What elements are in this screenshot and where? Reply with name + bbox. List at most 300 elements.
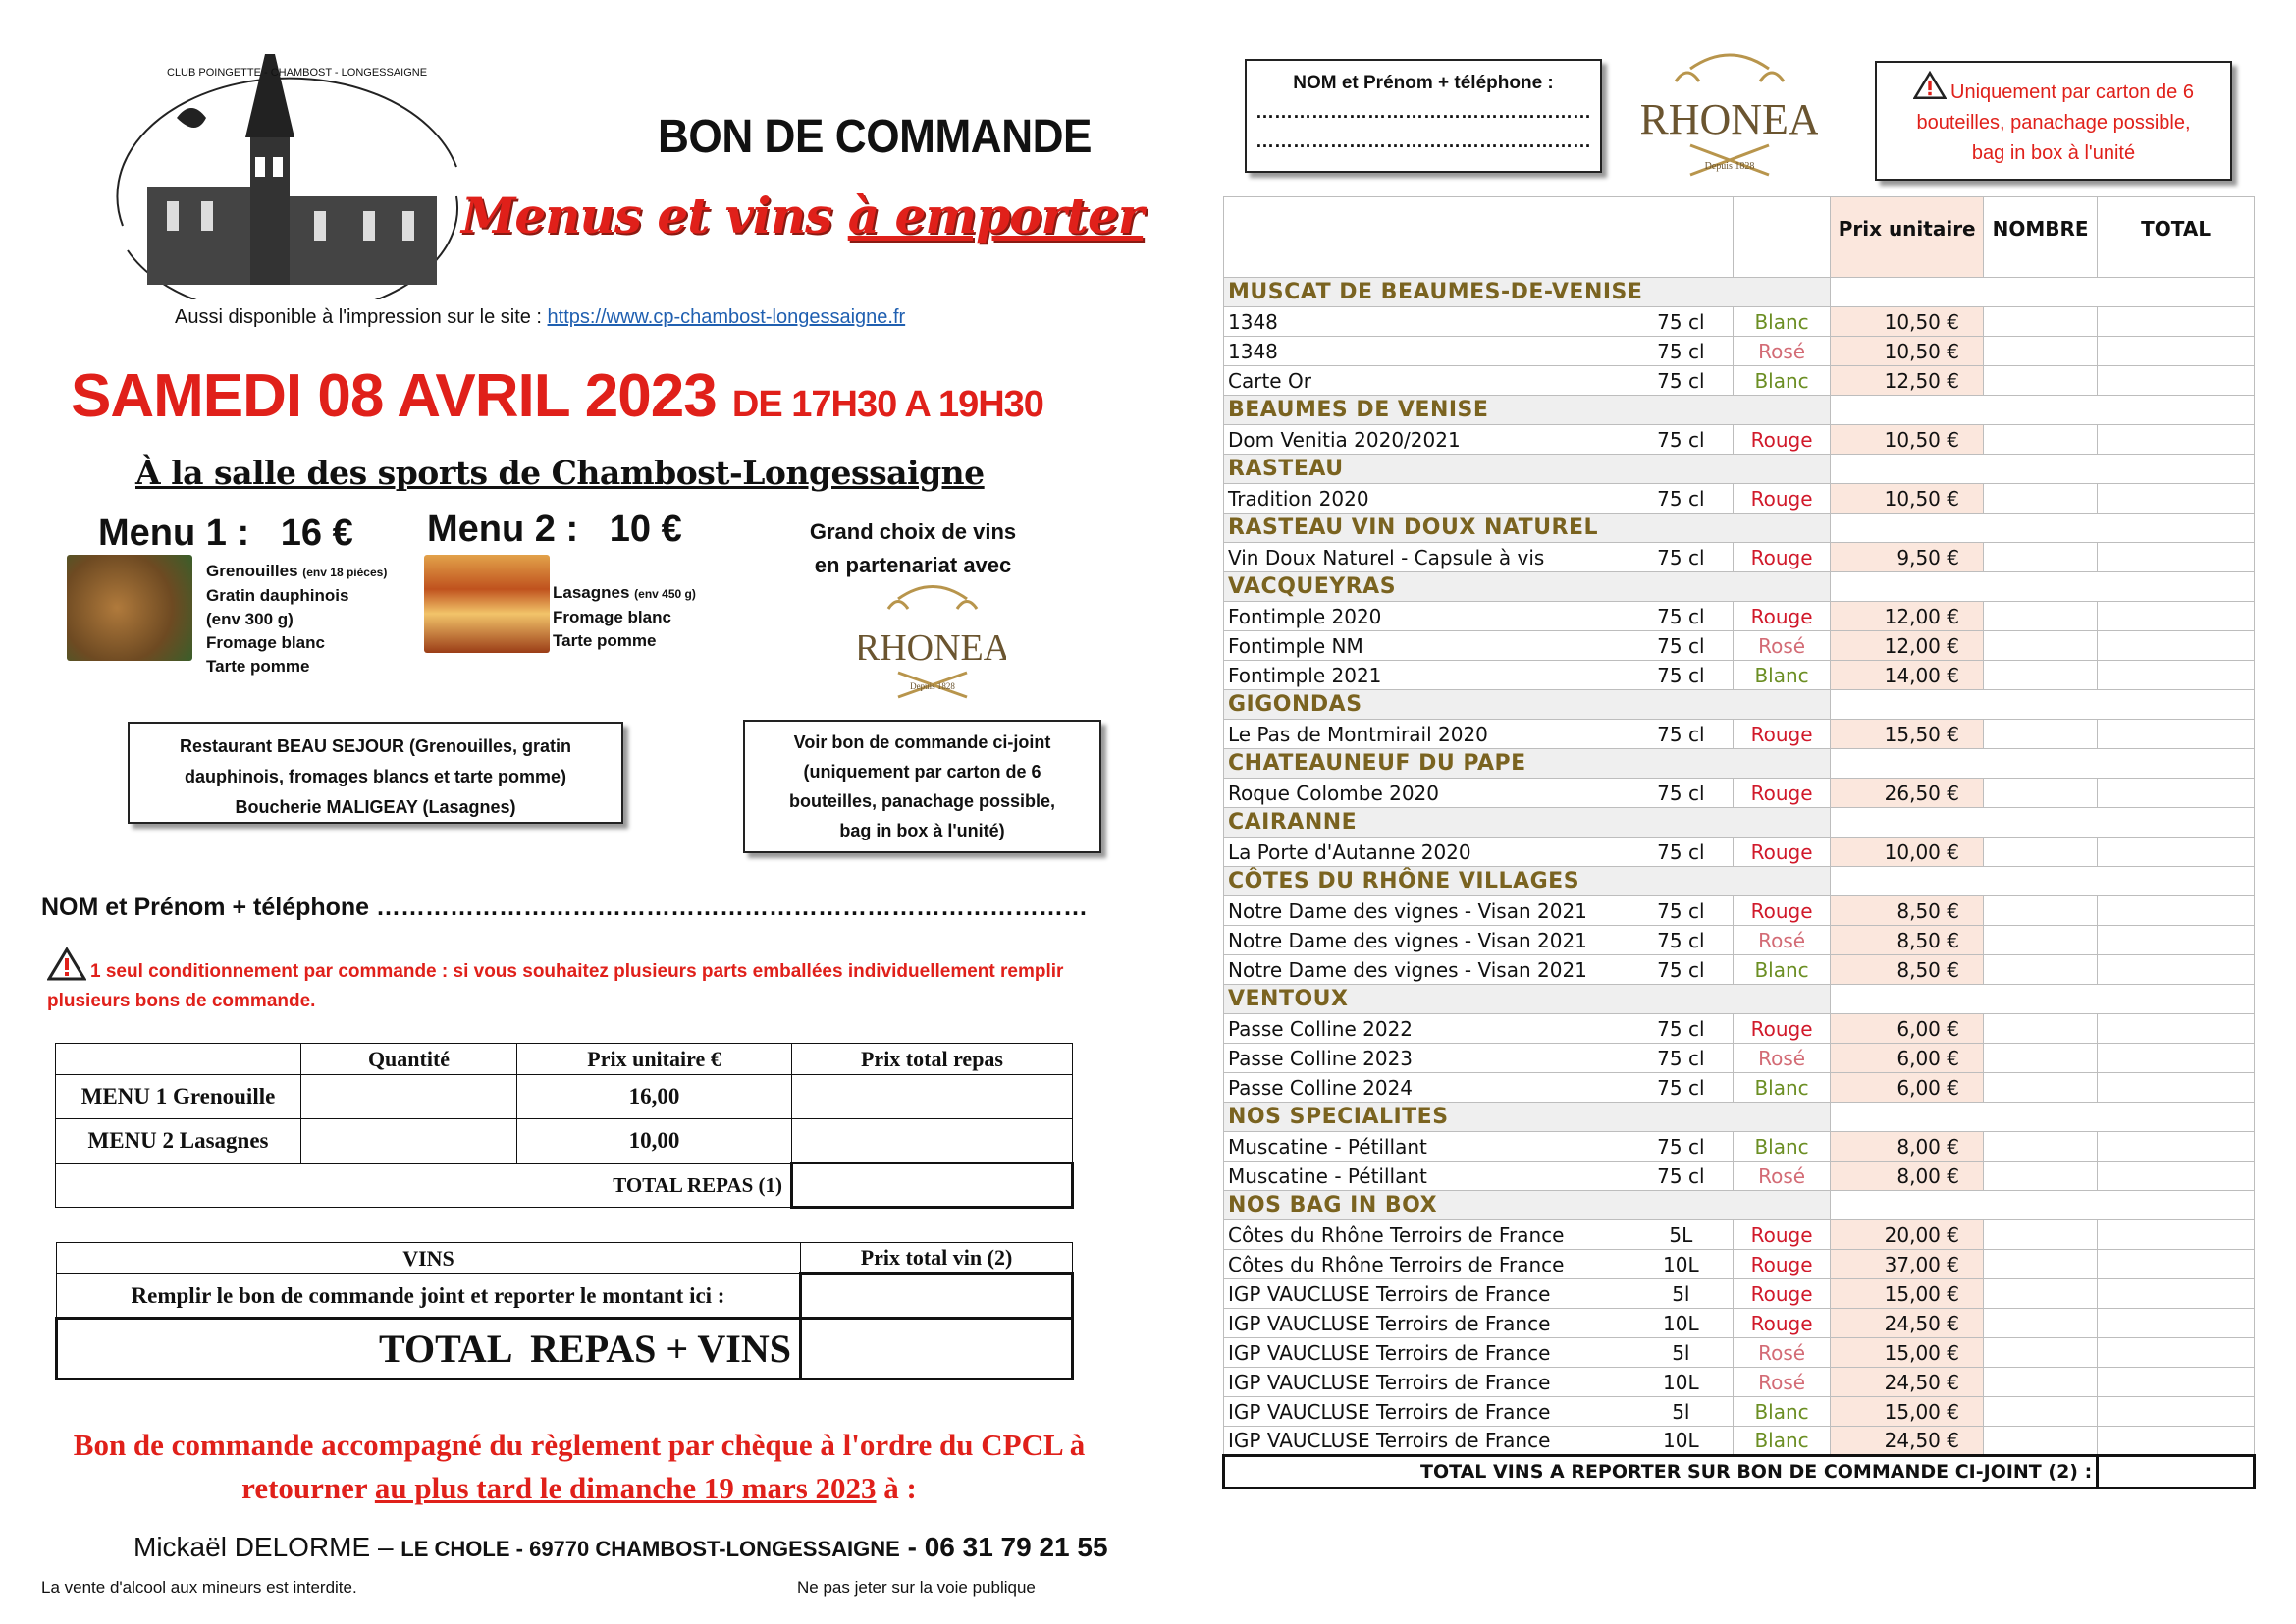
wine-row: [1224, 1162, 2255, 1191]
wine-category-row: [1224, 396, 2255, 425]
partner-text: [805, 515, 1021, 582]
wine-row: [1224, 720, 2255, 749]
wine-name: Roque Colombe 2020: [1224, 779, 1629, 808]
rhonea-since: Depuis 1828: [1704, 161, 1755, 172]
subtitle-part-b: à emporter: [847, 187, 1144, 244]
contact-phone: - 06 31 79 21 55: [899, 1532, 1108, 1562]
rhonea-since: Depuis 1828: [910, 681, 955, 691]
wine-volume: 75 cl: [1629, 366, 1733, 396]
wine-quantity-input[interactable]: [1983, 366, 2097, 396]
wine-quantity-input[interactable]: [1983, 1309, 2097, 1338]
wine-category-label: MUSCAT DE BEAUMES-DE-VENISE: [1224, 278, 1831, 307]
menu1-title: Menu 1 : 16 €: [98, 513, 353, 554]
wine-quantity-input[interactable]: [1983, 631, 2097, 661]
header-empty: [1733, 197, 1831, 278]
contact-address: LE CHOLE -: [400, 1537, 530, 1561]
wine-row: [1224, 1044, 2255, 1073]
wine-volume: 75 cl: [1629, 838, 1733, 867]
wine-quantity-input[interactable]: [1983, 720, 2097, 749]
name-dotted-line: ………………………………………………: [1255, 102, 1591, 123]
wine-row: [1224, 1427, 2255, 1456]
wine-total-cell[interactable]: [2098, 631, 2255, 661]
wine-name: Muscatine - Pétillant: [1224, 1162, 1629, 1191]
wine-quantity-input[interactable]: [1983, 926, 2097, 955]
wine-quantity-input[interactable]: [1983, 1397, 2097, 1427]
wine-total-cell[interactable]: [2098, 1073, 2255, 1103]
wine-volume: 75 cl: [1629, 1073, 1733, 1103]
wine-total-cell[interactable]: [2098, 838, 2255, 867]
menu2-qty-note: (env 450 g): [634, 587, 696, 601]
wine-color: Rosé: [1733, 337, 1831, 366]
wine-color: Rosé: [1733, 1338, 1831, 1368]
wine-category-row: [1224, 455, 2255, 484]
wine-row: [1224, 1397, 2255, 1427]
wine-volume: 75 cl: [1629, 1132, 1733, 1162]
wine-unit-price: 15,00 €: [1831, 1279, 1984, 1309]
wine-total-cell[interactable]: [2098, 1250, 2255, 1279]
wine-quantity-input[interactable]: [1983, 955, 2097, 985]
col-header-prix-unitaire: Prix unitaire €: [517, 1044, 792, 1075]
wine-volume: 75 cl: [1629, 631, 1733, 661]
header-empty: [1224, 197, 1629, 278]
wine-unit-price: 8,50 €: [1831, 896, 1984, 926]
col-header-prix-total-vin: Prix total vin (2): [801, 1243, 1073, 1274]
return-line-2: [49, 1467, 1109, 1510]
menu2-unit-price: 10,00: [517, 1119, 792, 1164]
wine-row: [1224, 1309, 2255, 1338]
category-spacer: [1831, 867, 2255, 896]
category-spacer: [1831, 1103, 2255, 1132]
wine-color: Rouge: [1733, 484, 1831, 514]
suppliers-line: dauphinois, fromages blancs et tarte pomme): [184, 767, 567, 786]
wine-color: Rouge: [1733, 779, 1831, 808]
wine-unit-price: 15,00 €: [1831, 1338, 1984, 1368]
wine-unit-price: 8,00 €: [1831, 1132, 1984, 1162]
wine-category-label: NOS SPECIALITES: [1224, 1103, 1831, 1132]
wine-color: Rouge: [1733, 1014, 1831, 1044]
table-row: [56, 1075, 1073, 1119]
wine-row: [1224, 1073, 2255, 1103]
event-hours: DE 17H30 A 19H30: [731, 384, 1043, 425]
wine-color: Blanc: [1733, 1073, 1831, 1103]
wine-row: [1224, 896, 2255, 926]
wine-total-cell[interactable]: [2098, 1132, 2255, 1162]
wine-unit-price: 15,00 €: [1831, 1397, 1984, 1427]
wine-category-row: [1224, 572, 2255, 602]
wine-category-row: [1224, 514, 2255, 543]
category-spacer: [1831, 514, 2255, 543]
table-row: [56, 1119, 1073, 1164]
wine-name: Muscatine - Pétillant: [1224, 1132, 1629, 1162]
wine-category-label: CÔTES DU RHÔNE VILLAGES: [1224, 867, 1831, 896]
wine-quantity-input[interactable]: [1983, 1368, 2097, 1397]
wine-category-label: GIGONDAS: [1224, 690, 1831, 720]
wine-color: Rouge: [1733, 896, 1831, 926]
total-repas-input[interactable]: [792, 1164, 1073, 1208]
total-repas-label: TOTAL REPAS (1): [56, 1164, 792, 1208]
wine-color: Rouge: [1733, 1250, 1831, 1279]
menu1-item: Fromage blanc: [206, 633, 325, 652]
wine-row: [1224, 779, 2255, 808]
col-header-quantite: Quantité: [301, 1044, 517, 1075]
menu1-total-input[interactable]: [792, 1075, 1073, 1119]
wine-volume: 5l: [1629, 1279, 1733, 1309]
wine-color: Rosé: [1733, 1162, 1831, 1191]
wine-unit-price: 12,00 €: [1831, 631, 1984, 661]
wine-unit-price: 24,50 €: [1831, 1427, 1984, 1456]
wine-quantity-input[interactable]: [1983, 896, 2097, 926]
warn-text: bouteilles, panachage possible,: [1916, 112, 2191, 134]
footer-litter-notice: Ne pas jeter sur la voie publique: [797, 1578, 1036, 1597]
menu1-row-label: MENU 1 Grenouille: [56, 1075, 301, 1119]
wine-name: IGP VAUCLUSE Terroirs de France: [1224, 1338, 1629, 1368]
wine-total-cell[interactable]: [2098, 1338, 2255, 1368]
contact-city: 69770 CHAMBOST-LONGESSAIGNE: [529, 1537, 900, 1561]
wine-total-cell[interactable]: [2098, 366, 2255, 396]
wine-quantity-input[interactable]: [1983, 425, 2097, 455]
wine-unit-price: 12,50 €: [1831, 366, 1984, 396]
club-logo: [108, 49, 471, 299]
wine-volume: 75 cl: [1629, 337, 1733, 366]
wine-category-row: [1224, 1103, 2255, 1132]
grand-total-input[interactable]: [801, 1319, 1073, 1380]
page-title: BON DE COMMANDE: [658, 111, 1093, 163]
wine-quantity-input[interactable]: [1983, 1044, 2097, 1073]
wine-quantity-input[interactable]: [1983, 307, 2097, 337]
menu1-unit-price: 16,00: [517, 1075, 792, 1119]
wine-total-cell[interactable]: [2098, 307, 2255, 337]
name-phone-field[interactable]: NOM et Prénom + téléphone ……………………………………………………………………………: [41, 893, 1089, 921]
wine-total-cell[interactable]: [2098, 543, 2255, 572]
wine-volume: 75 cl: [1629, 896, 1733, 926]
wine-unit-price: 6,00 €: [1831, 1014, 1984, 1044]
wine-unit-price: 10,50 €: [1831, 337, 1984, 366]
wine-total-cell[interactable]: [2098, 1279, 2255, 1309]
wine-color: Blanc: [1733, 366, 1831, 396]
wine-name: Fontimple NM: [1224, 631, 1629, 661]
wine-summary-table: [55, 1242, 1074, 1380]
wine-quantity-input[interactable]: [1983, 1073, 2097, 1103]
rhonea-wordmark: RHONEA: [859, 627, 1006, 669]
wine-color: Blanc: [1733, 661, 1831, 690]
wine-category-label: CHATEAUNEUF DU PAPE: [1224, 749, 1831, 779]
rhonea-logo-large: [1641, 47, 1818, 185]
wine-unit-price: 26,50 €: [1831, 779, 1984, 808]
wine-category-label: BEAUMES DE VENISE: [1224, 396, 1831, 425]
suppliers-line: Boucherie MALIGEAY (Lasagnes): [235, 797, 516, 817]
wine-quantity-input[interactable]: [1983, 1250, 2097, 1279]
wine-category-row: [1224, 985, 2255, 1014]
phone-dotted-line: ………………………………………………: [1255, 132, 1591, 152]
wine-name: Le Pas de Montmirail 2020: [1224, 720, 1629, 749]
wine-category-label: CAIRANNE: [1224, 808, 1831, 838]
menu1-quantity-input[interactable]: [301, 1075, 517, 1119]
wine-name: Fontimple 2021: [1224, 661, 1629, 690]
wine-name: Notre Dame des vignes - Visan 2021: [1224, 896, 1629, 926]
wine-row: [1224, 337, 2255, 366]
wine-total-cell[interactable]: [2098, 484, 2255, 514]
wine-quantity-input[interactable]: [1983, 543, 2097, 572]
wine-color: Blanc: [1733, 1397, 1831, 1427]
wine-total-cell[interactable]: [2098, 661, 2255, 690]
menu1-qty-note: (env 18 pièces): [302, 566, 388, 579]
note-line: Voir bon de commande ci-joint: [793, 732, 1051, 752]
wine-total-cell[interactable]: [2098, 1397, 2255, 1427]
col-header-prix-total: Prix total repas: [792, 1044, 1073, 1075]
wine-unit-price: 8,50 €: [1831, 955, 1984, 985]
table-row: [57, 1274, 1073, 1319]
wine-color: Rosé: [1733, 926, 1831, 955]
wine-unit-price: 24,50 €: [1831, 1309, 1984, 1338]
see-order-form-note: [743, 720, 1101, 853]
wine-quantity-input[interactable]: [1983, 779, 2097, 808]
wine-quantity-input[interactable]: [1983, 1162, 2097, 1191]
menu1-item: Tarte pomme: [206, 657, 310, 676]
wine-color: Rosé: [1733, 1044, 1831, 1073]
wine-volume: 5l: [1629, 1338, 1733, 1368]
wine-total-cell[interactable]: [2098, 779, 2255, 808]
footer-alcohol-notice: La vente d'alcool aux mineurs est interdite.: [41, 1578, 357, 1597]
wine-total-cell[interactable]: [2098, 1044, 2255, 1073]
wine-category-label: RASTEAU VIN DOUX NATUREL: [1224, 514, 1831, 543]
grand-total-label: TOTAL REPAS + VINS: [57, 1319, 801, 1380]
wine-total-cell[interactable]: [2098, 955, 2255, 985]
wine-name: Carte Or: [1224, 366, 1629, 396]
wine-volume: 10L: [1629, 1309, 1733, 1338]
wine-name: IGP VAUCLUSE Terroirs de France: [1224, 1427, 1629, 1456]
wine-unit-price: 10,50 €: [1831, 307, 1984, 337]
rhonea-wordmark: RHONEA: [1641, 95, 1818, 143]
subtitle: [461, 187, 1143, 244]
wine-name: Passe Colline 2024: [1224, 1073, 1629, 1103]
wine-volume: 75 cl: [1629, 307, 1733, 337]
category-spacer: [1831, 749, 2255, 779]
wine-unit-price: 37,00 €: [1831, 1250, 1984, 1279]
rhonea-logo: [859, 579, 1006, 707]
wine-color: Rosé: [1733, 1368, 1831, 1397]
wine-quantity-input[interactable]: [1983, 1014, 2097, 1044]
wine-row: [1224, 307, 2255, 337]
wine-row: [1224, 543, 2255, 572]
wine-row: [1224, 1014, 2255, 1044]
return-text: à :: [876, 1471, 917, 1505]
wine-header-row: [1224, 197, 2255, 278]
wine-total-cell[interactable]: [2098, 337, 2255, 366]
wine-name: Passe Colline 2022: [1224, 1014, 1629, 1044]
wine-category-label: VACQUEYRAS: [1224, 572, 1831, 602]
wine-color: Rouge: [1733, 543, 1831, 572]
wine-name: Fontimple 2020: [1224, 602, 1629, 631]
wine-volume: 5l: [1629, 1397, 1733, 1427]
wine-total-cell[interactable]: [2098, 425, 2255, 455]
warning-icon: [47, 947, 86, 981]
category-spacer: [1831, 455, 2255, 484]
wine-quantity-input[interactable]: [1983, 838, 2097, 867]
wine-category-label: VENTOUX: [1224, 985, 1831, 1014]
menu2-item: Lasagnes: [553, 583, 630, 602]
wine-row: [1224, 631, 2255, 661]
wine-volume: 75 cl: [1629, 720, 1733, 749]
wine-unit-price: 24,50 €: [1831, 1368, 1984, 1397]
wine-total-row: [1224, 1456, 2255, 1489]
wine-volume: 5L: [1629, 1220, 1733, 1250]
wine-total-cell[interactable]: [2098, 1309, 2255, 1338]
menu2-items: [553, 581, 696, 653]
wine-color: Blanc: [1733, 307, 1831, 337]
wine-total-cell[interactable]: [2098, 1162, 2255, 1191]
wine-quantity-input[interactable]: [1983, 484, 2097, 514]
wine-volume: 75 cl: [1629, 661, 1733, 690]
wine-quantity-input[interactable]: [1983, 661, 2097, 690]
category-spacer: [1831, 396, 2255, 425]
return-instructions: [49, 1424, 1109, 1510]
wine-quantity-input[interactable]: [1983, 1427, 2097, 1456]
total-vin-input[interactable]: [801, 1274, 1073, 1319]
note-line: (uniquement par carton de 6: [803, 762, 1041, 782]
wine-name: 1348: [1224, 307, 1629, 337]
return-text: retourner: [241, 1471, 375, 1505]
wine-row: [1224, 926, 2255, 955]
wine-row: [1224, 484, 2255, 514]
category-spacer: [1831, 985, 2255, 1014]
wine-color: Rosé: [1733, 631, 1831, 661]
wine-name: Tradition 2020: [1224, 484, 1629, 514]
menu2-title: Menu 2 : 10 €: [427, 509, 682, 550]
contact-name: Mickaël DELORME –: [133, 1532, 401, 1562]
wine-volume: 75 cl: [1629, 779, 1733, 808]
wine-name: Dom Venitia 2020/2021: [1224, 425, 1629, 455]
menu1-item: Gratin dauphinois: [206, 586, 349, 605]
wine-name: IGP VAUCLUSE Terroirs de France: [1224, 1309, 1629, 1338]
wine-category-label: NOS BAG IN BOX: [1224, 1191, 1831, 1220]
wine-unit-price: 8,50 €: [1831, 926, 1984, 955]
wine-row: [1224, 1132, 2255, 1162]
wine-name: IGP VAUCLUSE Terroirs de France: [1224, 1397, 1629, 1427]
wine-total-cell[interactable]: [2098, 1014, 2255, 1044]
subtitle-part-a: Menus et vins: [461, 187, 832, 244]
menu1-item: (env 300 g): [206, 610, 294, 628]
wine-name: IGP VAUCLUSE Terroirs de France: [1224, 1368, 1629, 1397]
wine-name: Côtes du Rhône Terroirs de France: [1224, 1250, 1629, 1279]
menu2-item: Tarte pomme: [553, 631, 657, 650]
wine-volume: 75 cl: [1629, 955, 1733, 985]
wine-total-input[interactable]: [2098, 1456, 2255, 1489]
col-header-prix-unitaire: Prix unitaire: [1831, 197, 1984, 278]
wine-unit-price: 10,00 €: [1831, 838, 1984, 867]
wine-category-row: [1224, 867, 2255, 896]
col-header: [56, 1044, 301, 1075]
wine-row: [1224, 1250, 2255, 1279]
wine-row: [1224, 602, 2255, 631]
grenouilles-photo: [67, 555, 192, 661]
category-spacer: [1831, 572, 2255, 602]
wine-quantity-input[interactable]: [1983, 1132, 2097, 1162]
wine-volume: 75 cl: [1629, 484, 1733, 514]
wine-unit-price: 6,00 €: [1831, 1073, 1984, 1103]
return-deadline: au plus tard le dimanche 19 mars 2023: [374, 1471, 877, 1505]
wine-volume: 10L: [1629, 1250, 1733, 1279]
wine-volume: 75 cl: [1629, 1014, 1733, 1044]
wine-row: [1224, 661, 2255, 690]
website-line: [175, 306, 905, 329]
menu1-item: Grenouilles: [206, 562, 298, 580]
partner-line: en partenariat avec: [814, 553, 1012, 577]
category-spacer: [1831, 690, 2255, 720]
website-link[interactable]: https://www.cp-chambost-longessaigne.fr: [547, 306, 906, 328]
wine-quantity-input[interactable]: [1983, 1338, 2097, 1368]
name-phone-box[interactable]: [1245, 59, 1602, 173]
contact-line: [133, 1532, 1108, 1563]
wine-total-cell[interactable]: [2098, 1427, 2255, 1456]
category-spacer: [1831, 1191, 2255, 1220]
wine-row: [1224, 366, 2255, 396]
wine-total-cell[interactable]: [2098, 1368, 2255, 1397]
wine-total-cell[interactable]: [2098, 720, 2255, 749]
logo-text: CLUB POINGETTE - CHAMBOST - LONGESSAIGNE: [167, 67, 428, 79]
wine-total-cell[interactable]: [2098, 926, 2255, 955]
col-header-total: TOTAL: [2098, 197, 2255, 278]
note-line: bouteilles, panachage possible,: [788, 791, 1056, 811]
menu2-item: Fromage blanc: [553, 608, 671, 626]
wine-unit-price: 14,00 €: [1831, 661, 1984, 690]
wine-color: Rouge: [1733, 838, 1831, 867]
wine-color: Rouge: [1733, 425, 1831, 455]
wine-color: Blanc: [1733, 955, 1831, 985]
wine-name: Passe Colline 2023: [1224, 1044, 1629, 1073]
wine-quantity-input[interactable]: [1983, 1220, 2097, 1250]
wine-name: Côtes du Rhône Terroirs de France: [1224, 1220, 1629, 1250]
wine-name: Notre Dame des vignes - Visan 2021: [1224, 926, 1629, 955]
wine-quantity-input[interactable]: [1983, 602, 2097, 631]
wine-quantity-input[interactable]: [1983, 1279, 2097, 1309]
wine-row: [1224, 1338, 2255, 1368]
wine-quantity-input[interactable]: [1983, 337, 2097, 366]
wine-volume: 10L: [1629, 1427, 1733, 1456]
wine-unit-price: 10,50 €: [1831, 484, 1984, 514]
wine-color: Rouge: [1733, 720, 1831, 749]
warn-text: Uniquement par carton de 6: [1950, 81, 2194, 103]
wine-category-row: [1224, 808, 2255, 838]
wine-name: La Porte d'Autanne 2020: [1224, 838, 1629, 867]
wine-color: Blanc: [1733, 1427, 1831, 1456]
warning-text: 1 seul conditionnement par commande : si vous souhaitez plusieurs parts emballées individuellement remplir plusieurs bons de commande.: [47, 961, 1064, 1011]
wine-row: [1224, 955, 2255, 985]
wine-color: Rouge: [1733, 1220, 1831, 1250]
menu2-quantity-input[interactable]: [301, 1119, 517, 1164]
meal-order-table: [55, 1043, 1074, 1209]
wine-unit-price: 8,00 €: [1831, 1162, 1984, 1191]
wine-total-cell[interactable]: [2098, 896, 2255, 926]
menu2-total-input[interactable]: [792, 1119, 1073, 1164]
wine-volume: 75 cl: [1629, 602, 1733, 631]
wine-color: Rouge: [1733, 1279, 1831, 1309]
wine-row: [1224, 1220, 2255, 1250]
return-line-1: Bon de commande accompagné du règlement par chèque à l'ordre du CPCL à: [73, 1428, 1086, 1462]
wine-total-cell[interactable]: [2098, 602, 2255, 631]
wine-name: Vin Doux Naturel - Capsule à vis: [1224, 543, 1629, 572]
wine-total-cell[interactable]: [2098, 1220, 2255, 1250]
wine-unit-price: 12,00 €: [1831, 602, 1984, 631]
wine-category-row: [1224, 749, 2255, 779]
wine-unit-price: 20,00 €: [1831, 1220, 1984, 1250]
category-spacer: [1831, 278, 2255, 307]
wine-volume: 75 cl: [1629, 425, 1733, 455]
name-phone-label: NOM et Prénom + téléphone :: [1293, 73, 1554, 93]
wine-color: Rouge: [1733, 602, 1831, 631]
note-line: bag in box à l'unité): [839, 821, 1005, 840]
event-date: [71, 361, 1043, 431]
wine-color: Rouge: [1733, 1309, 1831, 1338]
